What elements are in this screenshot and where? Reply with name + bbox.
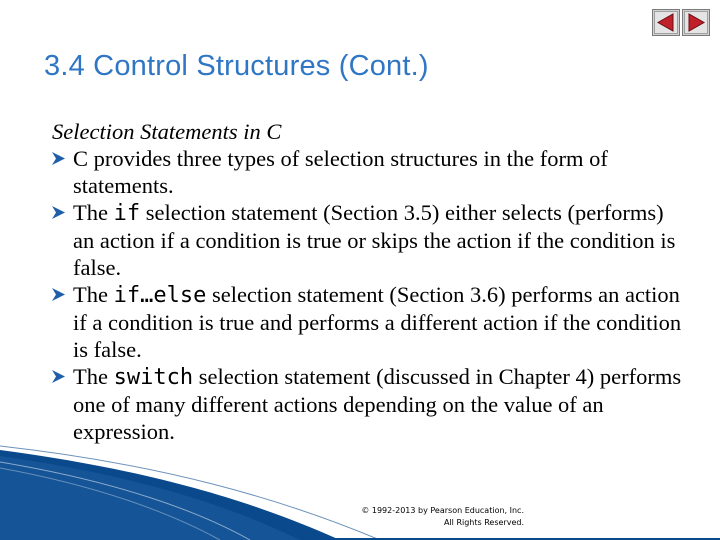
- bullet-item: [52, 363, 682, 445]
- code-keyword: switch: [113, 365, 194, 390]
- code-keyword: if: [113, 201, 141, 226]
- bullet-item: [52, 145, 682, 199]
- bullet-item: [52, 281, 682, 363]
- bullet-text: The: [73, 282, 114, 307]
- slide-navigation: [652, 9, 710, 36]
- code-keyword: if…else: [113, 283, 207, 308]
- bullet-text: selection statement (Section 3.6) performs an action if a condition is true and performs a different action if the condition is false.: [73, 282, 682, 362]
- bullet-text: selection statement (discussed in Chapter 4) performs one of many different actions depending on the value of an expression.: [73, 364, 682, 444]
- section-heading: Selection Statements in C: [52, 119, 282, 144]
- bullet-list: [52, 145, 682, 445]
- previous-slide-button[interactable]: [653, 10, 680, 36]
- bullet-text: The: [73, 200, 114, 225]
- next-slide-button[interactable]: [683, 10, 710, 36]
- slide-body: [52, 118, 682, 445]
- bullet-item: [52, 199, 682, 281]
- bullet-text: selection statement (Section 3.5) either selects (performs) an action if a condition is true or skips the action if the condition is false.: [73, 200, 676, 280]
- copyright-line: © 1992-2013 by Pearson Education, Inc.: [361, 506, 524, 515]
- copyright-notice: [270, 505, 524, 529]
- slide-title: 3.4 Control Structures (Cont.): [44, 50, 429, 82]
- bullet-arrow-icon: [52, 370, 65, 383]
- bullet-arrow-icon: [52, 152, 65, 165]
- rights-line: All Rights Reserved.: [443, 518, 524, 527]
- bullet-arrow-icon: [52, 206, 65, 219]
- bullet-text: C provides three types of selection structures in the form of statements.: [73, 146, 608, 198]
- bullet-arrow-icon: [52, 288, 65, 301]
- bullet-text: The: [73, 364, 114, 389]
